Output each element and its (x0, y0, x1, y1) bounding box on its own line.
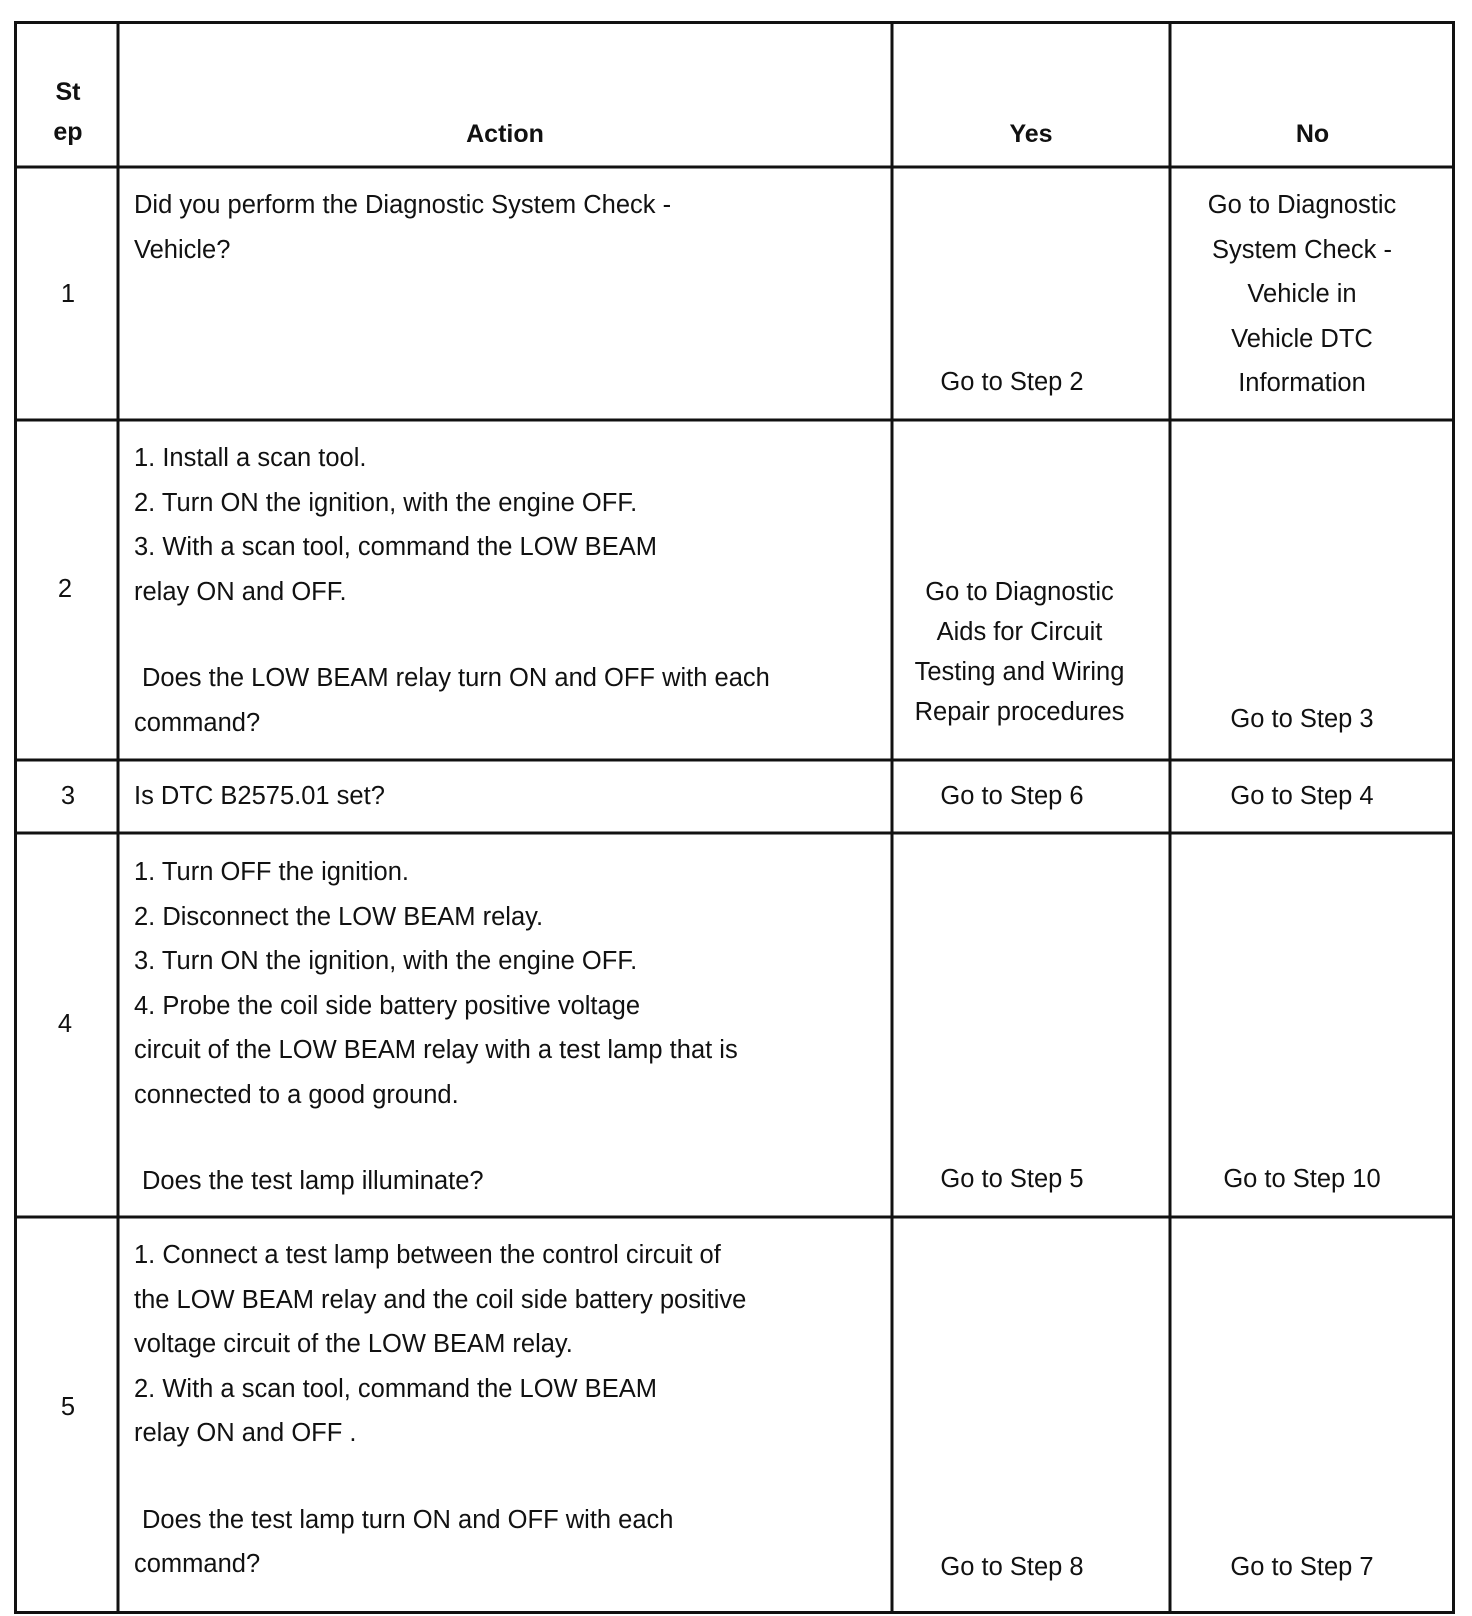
yes-cell (892, 774, 1132, 819)
action-question: Does the test lamp turn ON and OFF with each (142, 1505, 674, 1534)
step-number: 2 (57, 575, 73, 603)
no-cell (1170, 697, 1434, 742)
action-cell (134, 183, 884, 272)
action-line: the LOW BEAM relay and the coil side battery positive (134, 1285, 747, 1314)
action-line: relay ON and OFF . (134, 1419, 357, 1447)
no-line: Go to Step 4 (1230, 782, 1374, 810)
no-line: Go to Step 3 (1230, 705, 1374, 733)
yes-line: Aids for Circuit (936, 618, 1103, 646)
yes-line: Go to Step 2 (940, 368, 1084, 396)
header-yes: Yes (1009, 120, 1053, 148)
no-cell (1170, 774, 1434, 819)
spacer (134, 1117, 884, 1159)
no-line: Go to Step 7 (1230, 1553, 1374, 1581)
no-line: Go to Step 10 (1223, 1165, 1381, 1193)
yes-cell (892, 1157, 1132, 1202)
action-line: 2. Disconnect the LOW BEAM relay. (134, 902, 544, 931)
spacer (134, 614, 884, 656)
no-cell (1170, 183, 1434, 406)
action-line: 1. Connect a test lamp between the control circuit of (134, 1241, 721, 1269)
action-question: Does the LOW BEAM relay turn ON and OFF with each (142, 664, 770, 692)
yes-line: Testing and Wiring (914, 658, 1125, 686)
action-line: circuit of the LOW BEAM relay with a test lamp that is (134, 1036, 738, 1064)
yes-line: Go to Step 5 (940, 1165, 1084, 1193)
no-line: System Check - (1212, 235, 1392, 264)
yes-cell (892, 572, 1147, 732)
action-line: Did you perform the Diagnostic System Check - (134, 191, 672, 219)
header-step-line1: St (55, 78, 81, 106)
header-action: Action (466, 120, 544, 148)
action-cell (134, 436, 884, 745)
step-number: 3 (60, 782, 76, 810)
no-cell (1170, 1545, 1434, 1590)
step-number: 4 (57, 1010, 73, 1038)
yes-cell (892, 1545, 1132, 1590)
yes-line: Go to Diagnostic (925, 578, 1114, 606)
action-cell (134, 1233, 884, 1587)
action-line: 1. Turn OFF the ignition. (134, 858, 409, 886)
action-line: 4. Probe the coil side battery positive voltage (134, 991, 641, 1020)
action-question: Does the test lamp illuminate? (142, 1167, 484, 1195)
no-line: Vehicle DTC (1231, 324, 1373, 353)
action-line: 2. With a scan tool, command the LOW BEAM (134, 1374, 657, 1403)
action-line: connected to a good ground. (134, 1080, 459, 1109)
no-cell (1170, 1157, 1434, 1202)
yes-cell (892, 360, 1132, 405)
yes-line: Go to Step 8 (940, 1553, 1084, 1581)
action-line: relay ON and OFF. (134, 577, 347, 606)
header-step-line2: ep (53, 118, 83, 146)
step-number: 1 (60, 280, 76, 308)
action-line: 2. Turn ON the ignition, with the engine OFF. (134, 488, 638, 517)
yes-line: Go to Step 6 (940, 782, 1084, 810)
step-number: 5 (60, 1393, 76, 1421)
action-line: 3. Turn ON the ignition, with the engine OFF. (134, 947, 638, 975)
action-line: 1. Install a scan tool. (134, 444, 367, 472)
no-line: Go to Diagnostic (1207, 191, 1397, 219)
header-step (18, 72, 118, 152)
no-line: Vehicle in (1247, 280, 1357, 308)
action-line: 3. With a scan tool, command the LOW BEAM (134, 533, 657, 561)
action-line: voltage circuit of the LOW BEAM relay. (134, 1330, 573, 1358)
header-no: No (1295, 120, 1330, 148)
action-question: command? (134, 708, 261, 737)
action-line: Vehicle? (134, 235, 231, 264)
action-line: Is DTC B2575.01 set? (134, 782, 385, 810)
yes-line: Repair procedures (914, 698, 1125, 726)
action-question: command? (134, 1550, 261, 1578)
action-cell (134, 850, 884, 1204)
no-line: Information (1238, 369, 1366, 397)
spacer (134, 1456, 884, 1498)
action-cell (134, 774, 884, 819)
